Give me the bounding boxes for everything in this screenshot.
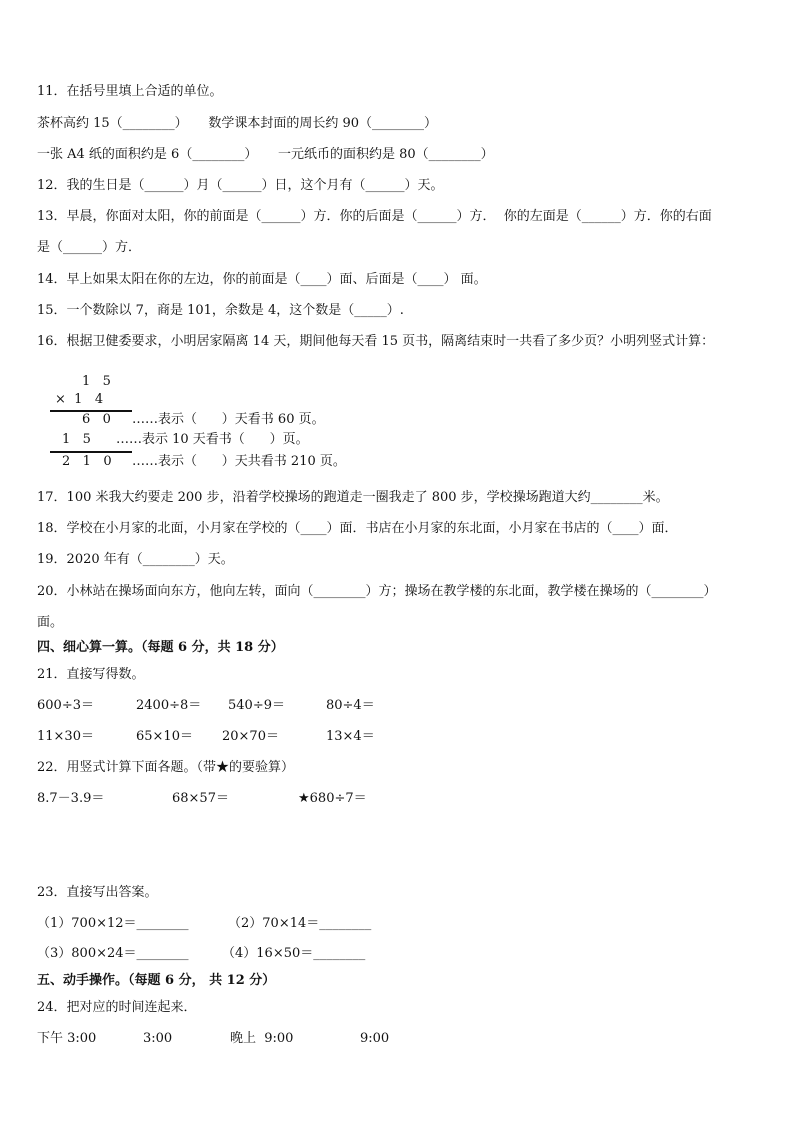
q21-item: 2400÷8＝	[136, 698, 202, 713]
calc-row-1: 1 5	[82, 374, 111, 389]
calc-row-5-note: ……表示（ ）天共看书 210 页。	[132, 454, 346, 469]
q12-line: 12．我的生日是（______）月（______）日，这个月有（______）天。	[37, 178, 444, 193]
q11-line-a: 茶杯高约 15（________） 数学课本封面的周长约 90（________）	[37, 116, 438, 131]
q23-item: （1）700×12＝________	[37, 916, 189, 931]
q22-item: ★680÷7＝	[298, 791, 367, 806]
q20-line-b: 面。	[37, 615, 64, 630]
q24-item: 晚上 9:00	[230, 1031, 294, 1046]
q17-line: 17．100 米我大约要走 200 步，沿着学校操场的跑道走一圈我走了 800 步，学校操场跑道大约________米。	[37, 490, 669, 505]
q24-item: 下午 3:00	[37, 1031, 97, 1046]
calc-divider-2	[50, 451, 132, 453]
q23-title: 23．直接写出答案。	[37, 885, 158, 900]
calc-row-2: × 1 4	[55, 392, 104, 407]
q14-line: 14．早上如果太阳在你的左边，你的前面是（____）面、后面是（____） 面。	[37, 272, 487, 287]
q23-item: （3）800×24＝________	[37, 946, 189, 961]
calc-row-5: 2 1 0	[62, 454, 112, 469]
q15-line: 15．一个数除以 7，商是 101，余数是 4，这个数是（_____）.	[37, 303, 404, 318]
q21-item: 11×30＝	[37, 729, 94, 744]
q24-item: 3:00	[143, 1031, 173, 1046]
q24-title: 24．把对应的时间连起来．	[37, 1000, 197, 1015]
q21-item: 13×4＝	[326, 729, 375, 744]
q21-item: 20×70＝	[222, 729, 279, 744]
q24-item: 9:00	[360, 1031, 390, 1046]
section-4-heading: 四、细心算一算。（每题 6 分，共 18 分）	[37, 640, 284, 655]
q21-item: 65×10＝	[136, 729, 193, 744]
calc-row-4: 1 5	[62, 432, 91, 447]
q13-line-b: 是（______）方．	[37, 240, 142, 255]
calc-row-3: 6 0	[82, 412, 111, 427]
q21-item: 80÷4＝	[326, 698, 375, 713]
q23-item: （2）70×14＝________	[228, 916, 372, 931]
q16-line: 16．根据卫健委要求，小明居家隔离 14 天，期间他每天看 15 页书，隔离结束时一共看了多少页？小明列竖式计算：	[37, 334, 715, 349]
q23-item: （4）16×50＝________	[222, 946, 366, 961]
q13-line-a: 13．早晨，你面对太阳，你的前面是（______）方．你的后面是（______）方． 你的左面是（______）方．你的右面	[37, 209, 712, 224]
q11-title: 11．在括号里填上合适的单位。	[37, 84, 223, 99]
calc-row-3-note: ……表示（ ）天看书 60 页。	[132, 412, 325, 427]
q22-item: 68×57＝	[172, 791, 229, 806]
q21-item: 540÷9＝	[228, 698, 285, 713]
q11-line-b: 一张 A4 纸的面积约是 6（________） 一元纸币的面积约是 80（________）	[37, 147, 494, 162]
section-5-heading: 五、动手操作。（每题 6 分， 共 12 分）	[37, 973, 276, 988]
q22-item: 8.7－3.9＝	[37, 791, 105, 806]
q18-line: 18．学校在小月家的北面，小月家在学校的（____）面．书店在小月家的东北面，小月家在书店的（____）面．	[37, 521, 678, 536]
q22-title: 22．用竖式计算下面各题。（带★的要验算）	[37, 760, 295, 775]
calc-row-4-note: ……表示 10 天看书（ ）页。	[116, 432, 309, 447]
q21-item: 600÷3＝	[37, 698, 94, 713]
q19-line: 19．2020 年有（________）天。	[37, 552, 234, 567]
q20-line-a: 20．小林站在操场面向东方，他向左转，面向（________）方；操场在教学楼的东北面，教学楼在操场的（________）	[37, 584, 717, 599]
q21-title: 21．直接写得数。	[37, 667, 145, 682]
